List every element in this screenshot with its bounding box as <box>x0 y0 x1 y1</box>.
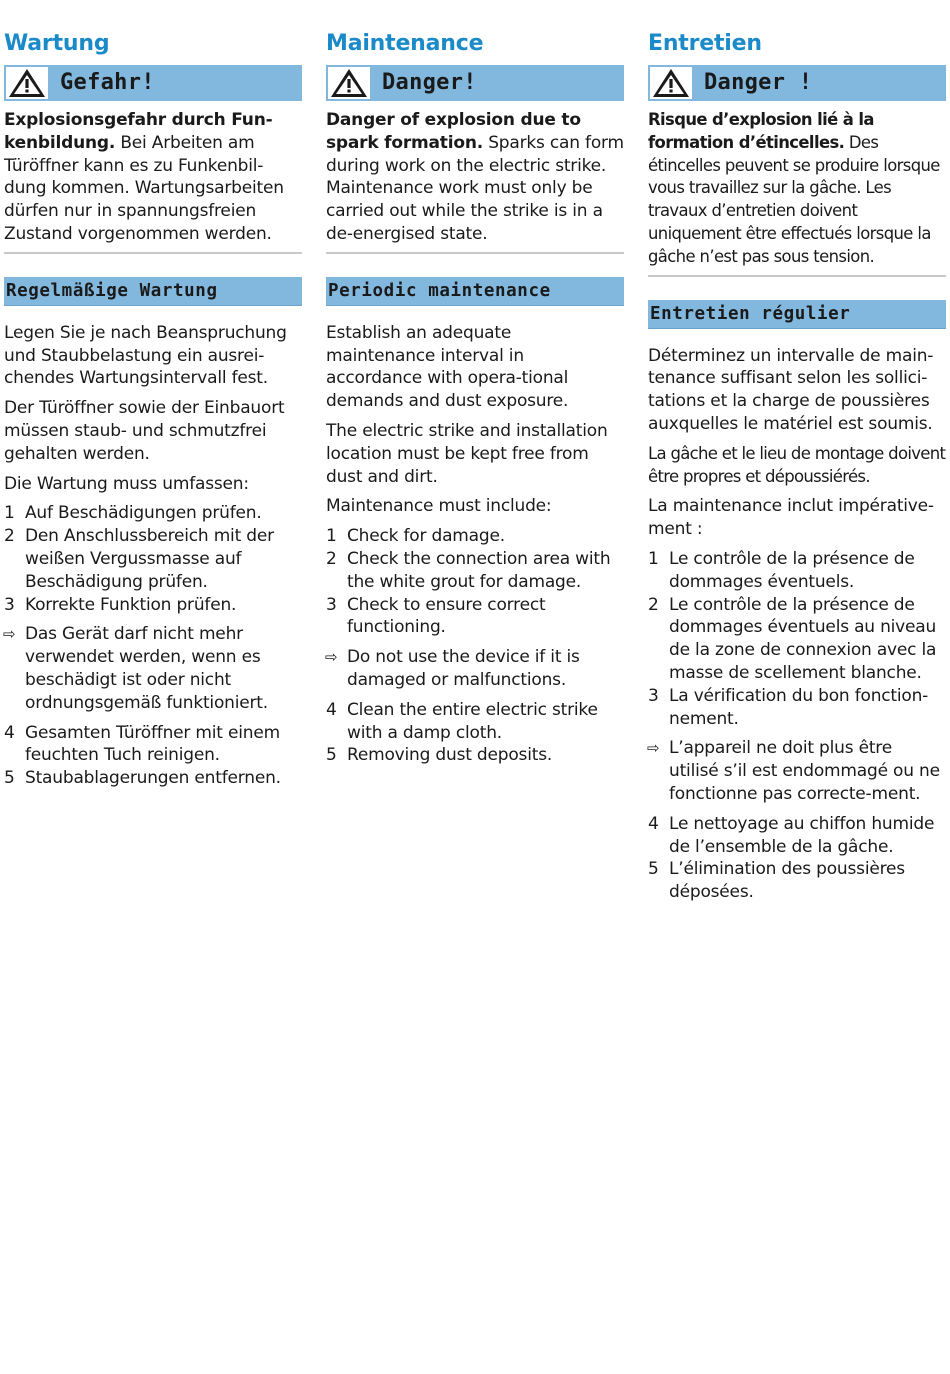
steps-list <box>4 722 302 790</box>
list-item: 4 Clean the entire electric strike with a damp cloth. <box>326 699 598 743</box>
danger-banner <box>648 65 946 101</box>
section-title: Entretien <box>648 31 762 56</box>
paragraph: La maintenance inclut impérative-ment : <box>648 496 934 540</box>
paragraph: Legen Sie je nach Beanspruchung und Staubbelastung ein ausrei-chendes Wartungsintervall fest. <box>4 322 287 389</box>
warning-text <box>648 109 946 277</box>
list-item: 3 Korrekte Funktion prüfen. <box>4 594 237 615</box>
steps-list <box>648 548 946 730</box>
note: ⇨ Das Gerät darf nicht mehr verwendet werden, wenn es beschädigt ist oder nicht ordnungsgemäß funktioniert. <box>3 624 268 713</box>
section-title: Maintenance <box>326 31 484 56</box>
subheading: Periodic maintenance <box>326 277 624 306</box>
list-item: 3 Check to ensure correct functioning. <box>326 594 546 638</box>
warning-triangle-icon <box>326 65 372 101</box>
danger-label: Danger! <box>382 70 477 95</box>
hollow-arrow-icon: ⇨ <box>325 648 338 667</box>
list-item: 5 Staubablagerungen entfernen. <box>4 768 281 789</box>
list-item: 4 Gesamten Türöffner mit einem feuchten Tuch reinigen. <box>4 722 280 766</box>
list-item: 2 Check the connection area with the white grout for damage. <box>326 548 611 592</box>
note: ⇨ L’appareil ne doit plus être utilisé s’il est endommagé ou ne fonctionne pas correcte-ment. <box>647 738 940 804</box>
list-item: 1 Le contrôle de la présence de dommages éventuels. <box>648 548 915 592</box>
list-item: 2 Le contrôle de la présence de dommages éventuels au niveau de la zone de connexion avec la masse de scellement blanche. <box>648 594 937 683</box>
paragraph: Maintenance must include: <box>326 496 552 517</box>
warning-text <box>4 109 302 254</box>
paragraph: The electric strike and installation location must be kept free from dust and dirt. <box>326 420 608 487</box>
column-german <box>4 30 302 790</box>
warning-bold: Explosionsgefahr durch Fun-kenbildung. <box>4 110 273 153</box>
hollow-arrow-icon: ⇨ <box>647 739 660 758</box>
paragraph: Die Wartung muss umfassen: <box>4 473 249 494</box>
warning-body: Sparks can form during work on the electric strike. Maintenance work must only be carried out while the strike is in a de-energised state. <box>326 132 624 244</box>
paragraph: La gâche et le lieu de montage doivent être propres et dépoussiérés. <box>648 443 946 486</box>
warning-bold: Danger of explosion due to spark formation. <box>326 110 581 153</box>
list-item: 5 Removing dust deposits. <box>326 745 553 766</box>
list-item: 5 L’élimination des poussières déposées. <box>648 859 905 903</box>
steps-list <box>4 502 302 616</box>
hollow-arrow-icon: ⇨ <box>3 625 16 644</box>
warning-bold: Risque d’explosion lié à la formation d’étincelles. <box>648 110 874 152</box>
warning-body: Des étincelles peuvent se produire lorsque vous travaillez sur la gâche. Les travaux d’entretien doivent uniquement être effectués lorsque la gâche n’est pas sous tension. <box>648 132 940 266</box>
warning-text <box>326 109 624 254</box>
danger-banner <box>4 65 302 101</box>
list-item: 4 Le nettoyage au chiffon humide de l’ensemble de la gâche. <box>648 813 935 857</box>
column-english <box>326 30 624 767</box>
warning-body: Bei Arbeiten am Türöffner kann es zu Funkenbil-dung kommen. Wartungsarbeiten dürfen nur in spannungsfreien Zustand vorgenommen werden. <box>4 132 284 244</box>
steps-list <box>326 525 624 639</box>
steps-list <box>326 699 624 767</box>
subheading: Regelmäßige Wartung <box>4 277 302 306</box>
column-french <box>648 30 946 904</box>
list-item: 3 La vérification du bon fonction-nement. <box>648 685 929 729</box>
list-item: 1 Check for damage. <box>326 526 505 547</box>
warning-triangle-icon <box>4 65 50 101</box>
subheading: Entretien régulier <box>648 300 946 329</box>
list-item: 2 Den Anschlussbereich mit der weißen Vergussmasse auf Beschädigung prüfen. <box>4 526 274 592</box>
list-item: 1 Auf Beschädigungen prüfen. <box>4 503 262 524</box>
note: ⇨ Do not use the device if it is damaged or malfunctions. <box>325 647 580 690</box>
warning-triangle-icon <box>648 65 694 101</box>
paragraph: Establish an adequate maintenance interval in accordance with opera-tional demands and dust exposure. <box>326 322 569 412</box>
steps-list <box>648 813 946 904</box>
paragraph: Déterminez un intervalle de main-tenance suffisant selon les sollici-tations et la charge de poussières auxquelles le matériel est soumis. <box>648 345 934 434</box>
paragraph: Der Türöffner sowie der Einbauort müssen staub- und schmutzfrei gehalten werden. <box>4 398 285 464</box>
section-title: Wartung <box>4 31 110 56</box>
danger-banner <box>326 65 624 101</box>
danger-label: Danger ! <box>704 70 813 95</box>
danger-label: Gefahr! <box>60 70 155 95</box>
